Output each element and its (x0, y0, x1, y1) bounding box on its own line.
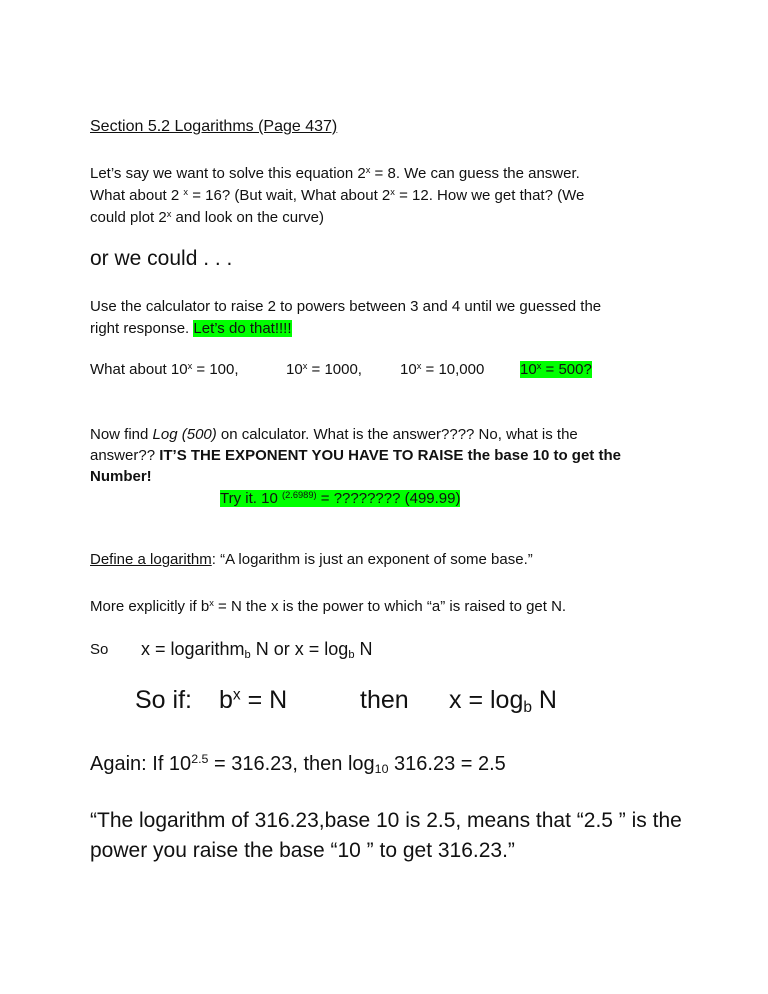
intro-line-1: Let’s say we want to solve this equation $2^x = 8$. We can guess the answer. (90, 164, 580, 182)
define-logarithm: Define a logarithm: “A logarithm is just an exponent of some base.” (90, 551, 533, 568)
power-10000: $10^x = 10,000$ (400, 360, 485, 378)
so-equation: x = logarithm$_b$ N or $x = \log_b N$ (141, 639, 373, 661)
calc-line-2: right response. Let’s do that!!!! (90, 320, 292, 337)
page-title: Section 5.2 Logarithms (Page 437) (90, 118, 338, 135)
again-line: Again: If $10^{2.5} = 316.23$, then $\log_{10} 316.23 = 2.5$ (90, 752, 506, 777)
try-it-highlight: Try it. 10 $^{(2.6989)}$ = ???????? (499.99) (220, 489, 461, 507)
find-log-line-2: answer?? IT’S THE EXPONENT YOU HAVE TO RAISE the base 10 to get the (90, 447, 621, 464)
power-500-highlight: $10^x = 500$? (520, 360, 592, 378)
quote-line-2: power you raise the base “10 ” to get 316.23.” (90, 839, 515, 862)
or-we-could-heading: or we could . . . (90, 247, 233, 270)
so-if-label: So if: (135, 686, 192, 714)
explicit-line: More explicitly if $b^x = N$ the x is the power to which “a” is raised to get N. (90, 597, 567, 615)
so-if-log: $x = \log_b N$ (449, 686, 557, 716)
intro-line-2: What about 2 $^x$ = 16? (But wait, What about $2^x = 12$. How we get that? (We (90, 186, 585, 204)
so-if-exponential: $b^x = N$ (219, 686, 288, 714)
intro-line-3: could plot 2$^x$ and look on the curve) (90, 208, 324, 226)
power-1000: $10^x = 1000$, (286, 360, 362, 378)
what-about-line: What about $10^x = 100$, (90, 360, 239, 378)
find-log-line-3: Number! (90, 468, 152, 485)
lets-do-that-highlight: Let’s do that!!!! (193, 320, 292, 337)
so-if-then: then (360, 686, 409, 714)
so-label: So (90, 641, 109, 658)
find-log-line-1: Now find Log (500) on calculator. What is the answer???? No, what is the (90, 426, 578, 443)
quote-line-1: “The logarithm of 316.23,base 10 is 2.5, means that “2.5 ” is the (90, 809, 682, 832)
calc-line-1: Use the calculator to raise 2 to powers between 3 and 4 until we guessed the (90, 298, 602, 315)
